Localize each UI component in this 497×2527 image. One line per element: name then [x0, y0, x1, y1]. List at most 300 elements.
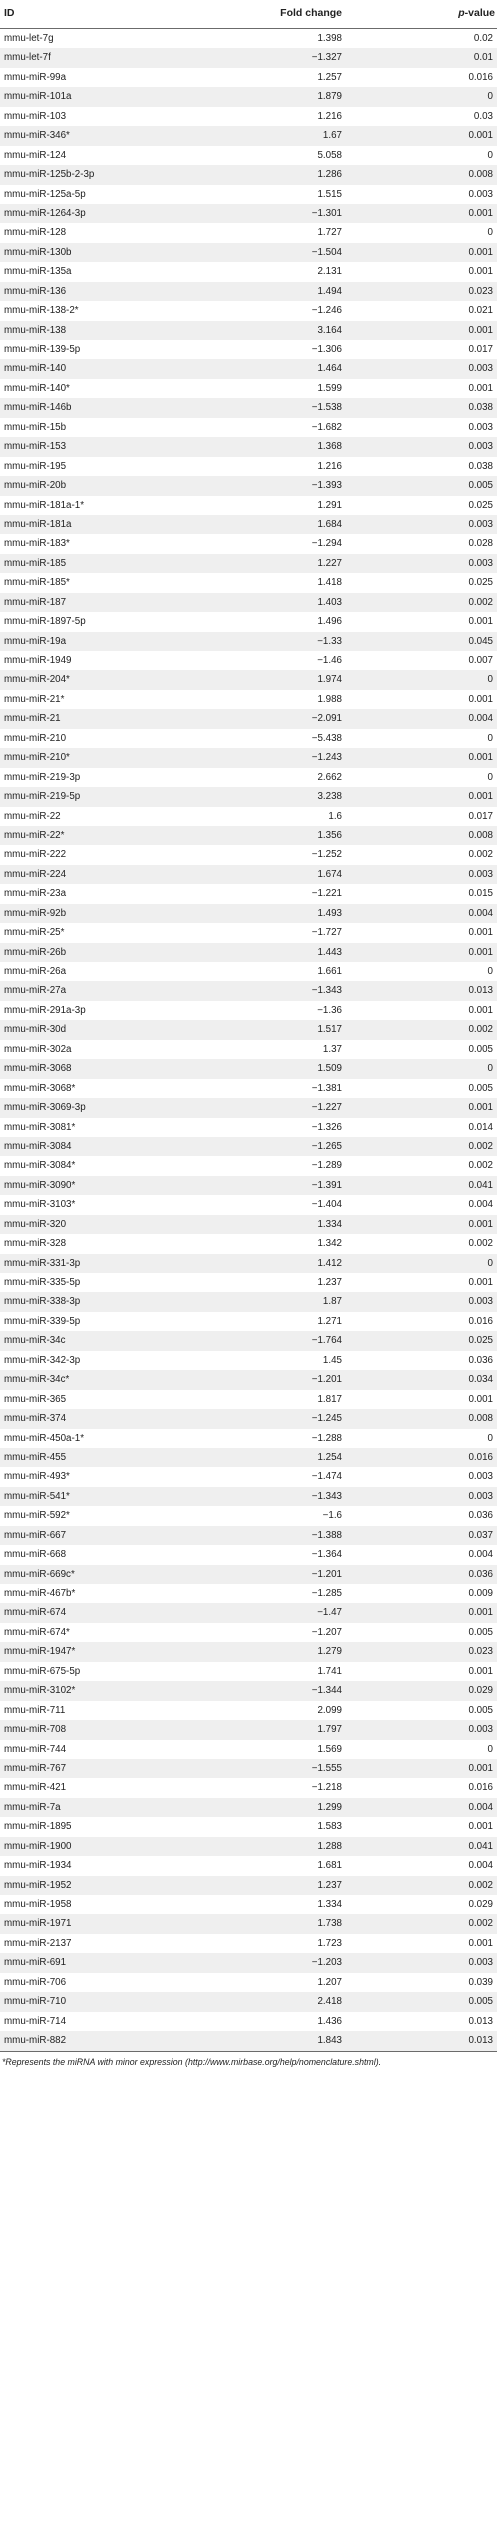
cell-id: mmu-miR-711	[4, 1704, 66, 1716]
cell-id: mmu-miR-124	[4, 149, 67, 161]
cell-p-value: 0.041	[468, 1179, 493, 1191]
cell-id: mmu-miR-130b	[4, 246, 72, 258]
table-row	[0, 515, 497, 534]
cell-p-value: 0.002	[468, 1024, 493, 1036]
table-row	[0, 282, 497, 301]
cell-id: mmu-miR-146b	[4, 402, 72, 414]
cell-fold-change: 1.37	[322, 1043, 342, 1055]
table-row	[0, 107, 497, 126]
cell-fold-change: 1.368	[317, 441, 342, 453]
cell-p-value: 0.004	[468, 1860, 493, 1872]
cell-id: mmu-miR-25*	[4, 927, 65, 939]
cell-fold-change: 1.216	[317, 460, 342, 472]
cell-fold-change: 1.727	[317, 227, 342, 239]
cell-p-value: 0.001	[468, 130, 493, 142]
cell-fold-change: −1.327	[311, 52, 342, 64]
cell-id: mmu-miR-138	[4, 324, 67, 336]
cell-fold-change: −1.265	[311, 1140, 342, 1152]
cell-fold-change: 1.681	[317, 1860, 342, 1872]
cell-fold-change: 1.817	[317, 1393, 342, 1405]
cell-fold-change: 1.271	[317, 1315, 342, 1327]
cell-fold-change: 1.661	[317, 966, 342, 977]
cell-id: mmu-miR-675-5p	[4, 1665, 81, 1677]
table-row	[0, 418, 497, 437]
cell-p-value: 0	[487, 1743, 493, 1755]
cell-id: mmu-miR-669c*	[4, 1568, 75, 1580]
cell-id: mmu-miR-210	[4, 732, 67, 744]
table-row	[0, 1312, 497, 1331]
cell-p-value: 0.003	[468, 1490, 493, 1502]
cell-p-value: 0.036	[468, 1510, 493, 1522]
cell-id: mmu-miR-3102*	[4, 1685, 76, 1697]
cell-fold-change: −1.474	[311, 1471, 342, 1483]
cell-fold-change: −1.289	[311, 1160, 342, 1172]
table-row	[0, 1040, 497, 1059]
cell-p-value: 0.039	[468, 1976, 493, 1988]
cell-fold-change: 1.207	[317, 1976, 342, 1988]
cell-id: mmu-miR-331-3p	[4, 1257, 81, 1269]
cell-fold-change: −1.388	[311, 1529, 342, 1541]
cell-p-value: 0.004	[468, 907, 493, 919]
cell-id: mmu-miR-125a-5p	[4, 188, 86, 200]
cell-id: mmu-miR-210*	[4, 752, 70, 764]
cell-id: mmu-miR-125b-2-3p	[4, 169, 95, 181]
cell-p-value: 0.036	[468, 1568, 493, 1580]
footnote: *Represents the miRNA with minor expression (http://www.mirbase.org/help/nomenclature.shtml).	[2, 2056, 382, 2067]
cell-p-value: 0.004	[468, 1199, 493, 1211]
cell-fold-change: 1.674	[317, 868, 342, 880]
cell-fold-change: 1.356	[317, 829, 342, 841]
cell-id: mmu-miR-710	[4, 1996, 67, 2008]
cell-fold-change: 1.67	[322, 130, 342, 142]
table-row	[0, 943, 497, 962]
cell-id: mmu-miR-92b	[4, 907, 67, 919]
cell-fold-change: 1.738	[317, 1918, 342, 1930]
cell-fold-change: −1.288	[311, 1432, 342, 1444]
cell-p-value: 0.025	[468, 577, 493, 589]
table-row	[0, 1351, 497, 1370]
table-row	[0, 709, 497, 728]
table-row	[0, 1098, 497, 1117]
table-row	[0, 1137, 497, 1156]
cell-id: mmu-miR-21*	[4, 693, 65, 705]
cell-p-value: 0.005	[468, 480, 493, 492]
cell-fold-change: 2.662	[317, 771, 342, 783]
table-row	[0, 573, 497, 592]
table-row	[0, 865, 497, 884]
cell-fold-change: 3.164	[317, 324, 342, 336]
cell-fold-change: 1.496	[317, 616, 342, 628]
cell-fold-change: 1.254	[317, 1451, 342, 1463]
table-row	[0, 670, 497, 689]
cell-id: mmu-miR-27a	[4, 985, 67, 997]
cell-id: mmu-miR-2137	[4, 1937, 72, 1949]
cell-fold-change: −1.682	[311, 421, 342, 433]
cell-fold-change: 1.684	[317, 518, 342, 530]
table-row	[0, 651, 497, 670]
table-body	[0, 29, 497, 2051]
cell-fold-change: −1.6	[322, 1510, 342, 1522]
cell-id: mmu-miR-20b	[4, 480, 67, 492]
cell-id: mmu-miR-467b*	[4, 1588, 76, 1599]
cell-fold-change: −1.343	[311, 985, 342, 997]
table-row	[0, 807, 497, 826]
cell-id: mmu-miR-185*	[4, 577, 70, 589]
cell-p-value: 0.004	[468, 1801, 493, 1813]
cell-id: mmu-miR-22*	[4, 829, 65, 841]
cell-fold-change: −1.538	[311, 402, 342, 414]
cell-p-value: 0.003	[468, 1296, 493, 1308]
cell-id: mmu-miR-224	[4, 868, 67, 880]
cell-p-value: 0.001	[468, 1277, 493, 1288]
cell-fold-change: 1.741	[317, 1665, 342, 1677]
cell-id: mmu-miR-185	[4, 557, 67, 569]
table-row	[0, 962, 497, 981]
cell-p-value: 0.023	[468, 285, 493, 297]
cell-fold-change: 1.493	[317, 907, 342, 919]
cell-fold-change: 1.403	[317, 596, 342, 608]
table-row	[0, 1778, 497, 1797]
table-row	[0, 690, 497, 709]
table-row	[0, 1429, 497, 1448]
table-row	[0, 1740, 497, 1759]
cell-p-value: 0.001	[468, 207, 493, 219]
cell-id: mmu-miR-1900	[4, 1840, 72, 1852]
cell-fold-change: 1.87	[322, 1296, 342, 1308]
cell-fold-change: 1.288	[317, 1840, 342, 1852]
table-row	[0, 1603, 497, 1622]
cell-fold-change: 1.988	[317, 693, 342, 705]
cell-p-value: 0.002	[468, 1140, 493, 1152]
table-row	[0, 981, 497, 1000]
cell-p-value: 0	[487, 1257, 493, 1269]
cell-id: mmu-miR-328	[4, 1238, 67, 1250]
cell-id: mmu-miR-187	[4, 596, 67, 608]
cell-fold-change: 2.418	[317, 1996, 342, 2008]
cell-id: mmu-miR-139-5p	[4, 344, 81, 355]
cell-p-value: 0.013	[468, 2015, 493, 2027]
cell-fold-change: 1.515	[317, 188, 342, 200]
cell-fold-change: 1.418	[317, 577, 342, 589]
cell-p-value: 0.001	[468, 616, 493, 628]
cell-fold-change: −1.252	[311, 849, 342, 861]
table-row	[0, 1370, 497, 1389]
table-row	[0, 1934, 497, 1953]
cell-p-value: 0.001	[468, 266, 493, 278]
cell-p-value: 0.016	[468, 1451, 493, 1463]
table-row	[0, 29, 497, 48]
table-row	[0, 223, 497, 242]
cell-p-value: 0.005	[468, 1082, 493, 1094]
cell-p-value: 0.001	[468, 246, 493, 258]
cell-p-value: 0	[487, 1063, 493, 1075]
cell-p-value: 0.001	[468, 1762, 493, 1774]
cell-id: mmu-miR-181a	[4, 518, 72, 530]
cell-p-value: 0.001	[468, 1102, 493, 1114]
cell-p-value: 0.008	[468, 1413, 493, 1425]
cell-p-value: 0.02	[473, 33, 493, 44]
table-row	[0, 379, 497, 398]
table-row	[0, 1701, 497, 1720]
cell-fold-change: −1.764	[311, 1335, 342, 1347]
cell-p-value: 0.03	[473, 110, 493, 122]
table-row	[0, 476, 497, 495]
table-row	[0, 48, 497, 67]
cell-fold-change: −1.46	[317, 655, 342, 666]
table-row	[0, 340, 497, 359]
cell-id: mmu-miR-338-3p	[4, 1296, 81, 1308]
cell-p-value: 0.001	[468, 791, 493, 803]
cell-p-value: 0.015	[468, 888, 493, 900]
cell-fold-change: 1.6	[328, 810, 342, 822]
cell-fold-change: 1.599	[317, 382, 342, 394]
cell-fold-change: 1.583	[317, 1821, 342, 1833]
cell-fold-change: −1.555	[311, 1762, 342, 1774]
cell-p-value: 0.002	[468, 596, 493, 608]
cell-fold-change: 1.342	[317, 1238, 342, 1250]
cell-p-value: 0.003	[468, 1471, 493, 1483]
table-row	[0, 87, 497, 106]
cell-id: mmu-miR-136	[4, 285, 67, 297]
cell-id: mmu-miR-30d	[4, 1024, 67, 1036]
cell-fold-change: 1.291	[317, 499, 342, 511]
cell-p-value: 0	[487, 1432, 493, 1444]
table-row	[0, 1837, 497, 1856]
cell-p-value: 0	[487, 91, 493, 103]
cell-p-value: 0.002	[468, 1918, 493, 1930]
cell-fold-change: 1.299	[317, 1801, 342, 1813]
cell-fold-change: 2.099	[317, 1704, 342, 1716]
cell-id: mmu-miR-15b	[4, 421, 67, 433]
cell-fold-change: 1.443	[317, 946, 342, 958]
cell-id: mmu-miR-22	[4, 810, 61, 822]
cell-id: mmu-miR-342-3p	[4, 1354, 81, 1366]
cell-id: mmu-miR-767	[4, 1762, 67, 1774]
table-header	[0, 0, 497, 29]
table-row	[0, 787, 497, 806]
cell-id: mmu-miR-128	[4, 227, 67, 239]
cell-p-value: 0.001	[468, 1937, 493, 1949]
cell-p-value: 0.001	[468, 946, 493, 958]
cell-fold-change: −1.326	[311, 1121, 342, 1133]
cell-fold-change: −2.091	[311, 713, 342, 725]
cell-id: mmu-miR-668	[4, 1549, 67, 1561]
cell-id: mmu-miR-1947*	[4, 1646, 76, 1658]
table-row	[0, 1292, 497, 1311]
cell-fold-change: −1.364	[311, 1549, 342, 1561]
table-row	[0, 1876, 497, 1895]
header-p-value	[458, 7, 495, 19]
table-row	[0, 1856, 497, 1875]
cell-fold-change: 1.974	[317, 674, 342, 686]
cell-id: mmu-miR-882	[4, 2035, 67, 2047]
cell-fold-change: −5.438	[311, 732, 342, 744]
table-row	[0, 1176, 497, 1195]
cell-p-value: 0.038	[468, 460, 493, 472]
cell-p-value: 0.003	[468, 188, 493, 200]
cell-id: mmu-miR-302a	[4, 1043, 72, 1055]
cell-fold-change: −1.393	[311, 480, 342, 492]
table-row	[0, 534, 497, 553]
cell-fold-change: 3.238	[317, 791, 342, 803]
cell-id: mmu-miR-19a	[4, 635, 67, 647]
table-row	[0, 1526, 497, 1545]
table-row	[0, 1156, 497, 1175]
table-row	[0, 1953, 497, 1972]
table-row	[0, 1817, 497, 1836]
table-row	[0, 1118, 497, 1137]
cell-p-value: 0.001	[468, 1665, 493, 1677]
cell-fold-change: 1.517	[317, 1024, 342, 1036]
cell-fold-change: −1.343	[311, 1490, 342, 1502]
cell-id: mmu-miR-667	[4, 1529, 67, 1541]
cell-p-value: 0	[487, 149, 493, 161]
cell-id: mmu-miR-320	[4, 1218, 67, 1230]
cell-p-value: 0	[487, 966, 493, 977]
cell-p-value: 0.014	[468, 1121, 493, 1133]
table-row	[0, 845, 497, 864]
cell-fold-change: −1.201	[311, 1568, 342, 1580]
cell-id: mmu-miR-3081*	[4, 1121, 76, 1133]
table-row	[0, 1273, 497, 1292]
cell-id: mmu-miR-26a	[4, 966, 67, 977]
table-row	[0, 185, 497, 204]
cell-fold-change: −1.381	[311, 1082, 342, 1094]
cell-fold-change: −1.221	[311, 888, 342, 900]
cell-p-value: 0.029	[468, 1899, 493, 1910]
cell-fold-change: 1.494	[317, 285, 342, 297]
cell-p-value: 0.016	[468, 1315, 493, 1327]
table-row	[0, 204, 497, 223]
cell-id: mmu-miR-335-5p	[4, 1277, 81, 1288]
cell-p-value: 0.034	[468, 1374, 493, 1386]
cell-id: mmu-miR-103	[4, 110, 67, 122]
cell-id: mmu-miR-455	[4, 1451, 67, 1463]
table-row	[0, 398, 497, 417]
cell-p-value: 0.01	[473, 52, 493, 64]
cell-p-value: 0.002	[468, 1238, 493, 1250]
cell-fold-change: 1.412	[317, 1257, 342, 1269]
cell-fold-change: −1.404	[311, 1199, 342, 1211]
cell-id: mmu-miR-219-3p	[4, 771, 81, 783]
table-row	[0, 904, 497, 923]
cell-id: mmu-miR-3068*	[4, 1082, 76, 1094]
cell-id: mmu-miR-3090*	[4, 1179, 76, 1191]
cell-p-value: 0.021	[468, 305, 493, 317]
cell-p-value: 0.008	[468, 169, 493, 181]
header-id: ID	[4, 7, 15, 19]
cell-fold-change: −1.47	[317, 1607, 342, 1619]
cell-fold-change: 1.436	[317, 2015, 342, 2027]
cell-id: mmu-miR-541*	[4, 1490, 70, 1502]
cell-p-value: 0.036	[468, 1354, 493, 1366]
cell-p-value: 0.001	[468, 1393, 493, 1405]
cell-p-value: 0.001	[468, 1607, 493, 1619]
cell-p-value: 0.003	[468, 421, 493, 433]
table-row	[0, 68, 497, 87]
cell-id: mmu-miR-21	[4, 713, 61, 725]
cell-fold-change: 5.058	[317, 149, 342, 161]
header-fold-change: Fold change	[280, 7, 342, 19]
cell-id: mmu-miR-1958	[4, 1899, 72, 1910]
cell-p-value: 0.005	[468, 1626, 493, 1638]
cell-p-value: 0.003	[468, 868, 493, 880]
cell-id: mmu-miR-3068	[4, 1063, 72, 1075]
cell-p-value: 0.013	[468, 985, 493, 997]
table-row	[0, 1914, 497, 1933]
cell-p-value: 0.023	[468, 1646, 493, 1658]
table-row	[0, 243, 497, 262]
table-row	[0, 1623, 497, 1642]
cell-id: mmu-miR-339-5p	[4, 1315, 81, 1327]
table-row	[0, 2012, 497, 2031]
cell-p-value: 0.037	[468, 1529, 493, 1541]
cell-fold-change: 1.569	[317, 1743, 342, 1755]
cell-p-value: 0.025	[468, 1335, 493, 1347]
cell-fold-change: −1.201	[311, 1374, 342, 1386]
table-row	[0, 1973, 497, 1992]
cell-id: mmu-miR-374	[4, 1413, 67, 1425]
table-row	[0, 1992, 497, 2011]
cell-p-value: 0.002	[468, 1160, 493, 1172]
cell-id: mmu-miR-691	[4, 1957, 67, 1969]
table-row	[0, 1895, 497, 1914]
table-row	[0, 457, 497, 476]
table-row	[0, 301, 497, 320]
cell-id: mmu-miR-7a	[4, 1801, 61, 1813]
cell-id: mmu-miR-99a	[4, 71, 67, 83]
cell-id: mmu-miR-365	[4, 1393, 67, 1405]
table-row	[0, 165, 497, 184]
cell-p-value: 0.001	[468, 324, 493, 336]
table-row	[0, 496, 497, 515]
table-row	[0, 2031, 497, 2050]
cell-id: mmu-miR-3084	[4, 1140, 72, 1152]
cell-id: mmu-miR-3084*	[4, 1160, 76, 1172]
cell-p-value: 0.003	[468, 363, 493, 375]
cell-id: mmu-miR-204*	[4, 674, 70, 686]
cell-id: mmu-miR-421	[4, 1782, 67, 1794]
cell-p-value: 0.003	[468, 1957, 493, 1969]
table-row	[0, 262, 497, 281]
cell-p-value: 0.038	[468, 402, 493, 414]
table-row	[0, 884, 497, 903]
cell-id: mmu-miR-1934	[4, 1860, 72, 1872]
cell-p-value: 0.004	[468, 713, 493, 725]
table-row	[0, 593, 497, 612]
cell-p-value: 0.002	[468, 1879, 493, 1891]
table-row	[0, 1079, 497, 1098]
table-row	[0, 1234, 497, 1253]
cell-id: mmu-miR-153	[4, 441, 67, 453]
table-row	[0, 1545, 497, 1564]
table-row	[0, 126, 497, 145]
cell-id: mmu-miR-3103*	[4, 1199, 76, 1211]
cell-p-value: 0.028	[468, 538, 493, 550]
cell-id: mmu-miR-140*	[4, 382, 70, 394]
cell-fold-change: 1.843	[317, 2035, 342, 2047]
table-row	[0, 632, 497, 651]
table-row	[0, 554, 497, 573]
cell-fold-change: −1.344	[311, 1685, 342, 1697]
cell-p-value: 0.009	[468, 1588, 493, 1599]
cell-id: mmu-miR-592*	[4, 1510, 70, 1522]
cell-id: mmu-miR-138-2*	[4, 305, 79, 317]
header-p-italic: p	[458, 7, 465, 19]
table-row	[0, 768, 497, 787]
cell-fold-change: −1.227	[311, 1102, 342, 1114]
cell-id: mmu-miR-140	[4, 363, 67, 375]
